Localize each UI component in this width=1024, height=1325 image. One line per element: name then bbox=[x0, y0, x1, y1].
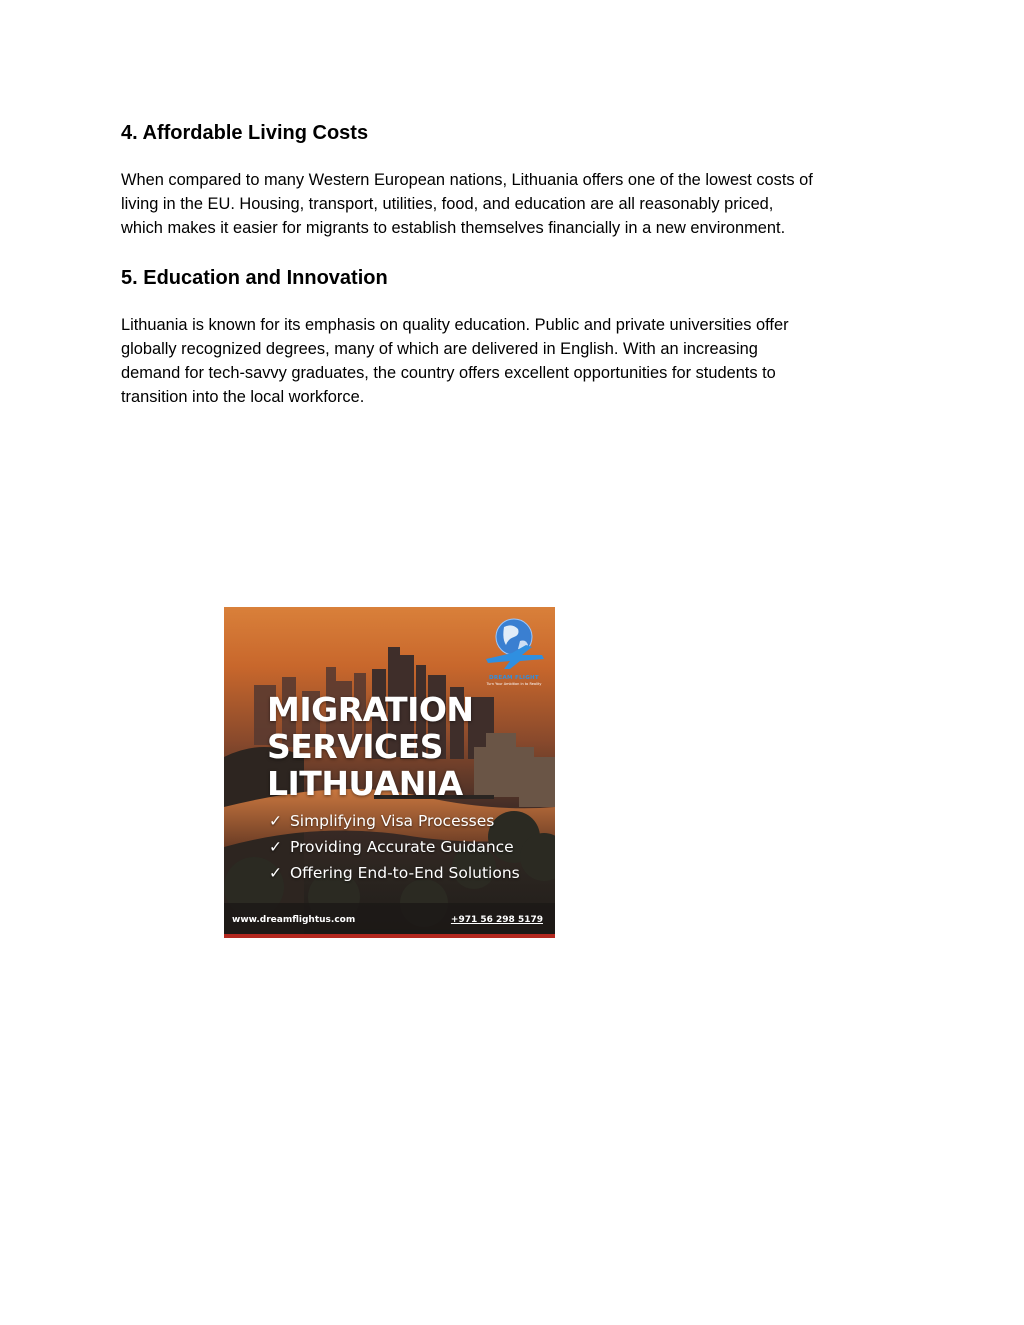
banner-bullet bbox=[269, 837, 514, 857]
check-icon: ✓ bbox=[269, 838, 282, 856]
banner-title-line: SERVICES bbox=[267, 727, 444, 766]
paragraph-line: When compared to many Western European nations, Lithuania offers one of the lowest costs of bbox=[121, 171, 813, 189]
logo-tagline: Turn Your Ambition in to Reality bbox=[486, 682, 542, 686]
section-heading-living-costs: 4. Affordable Living Costs bbox=[121, 122, 369, 144]
bullet-text: Offering End-to-End Solutions bbox=[289, 864, 520, 882]
bullet-text: Providing Accurate Guidance bbox=[289, 838, 514, 856]
paragraph-line: globally recognized degrees, many of which are delivered in English. With an increasing bbox=[121, 340, 758, 358]
globe-plane-icon bbox=[482, 615, 546, 675]
banner-website: www.dreamflightus.com bbox=[232, 915, 356, 925]
banner-title-line: MIGRATION bbox=[267, 690, 474, 729]
section-paragraph-education bbox=[121, 313, 911, 409]
check-icon: ✓ bbox=[269, 812, 282, 830]
section-heading-education: 5. Education and Innovation bbox=[121, 267, 388, 289]
paragraph-line: living in the EU. Housing, transport, utilities, food, and education are all reasonably priced, bbox=[121, 195, 774, 213]
banner-phone: +971 56 298 5179 bbox=[450, 915, 543, 925]
paragraph-line: transition into the local workforce. bbox=[121, 388, 365, 406]
paragraph-line: which makes it easier for migrants to establish themselves financially in a new environment. bbox=[121, 219, 786, 237]
bullet-text: Simplifying Visa Processes bbox=[289, 812, 495, 830]
logo-wordmark: DREAM FLIGHT bbox=[489, 675, 539, 681]
banner-bullet bbox=[269, 811, 494, 831]
banner-title-line: LITHUANIA bbox=[267, 764, 463, 803]
section-paragraph-living-costs bbox=[121, 168, 911, 240]
dream-flight-logo bbox=[482, 615, 546, 685]
banner-bullet bbox=[269, 863, 520, 883]
paragraph-line: demand for tech-savvy graduates, the country offers excellent opportunities for students to bbox=[121, 364, 776, 382]
paragraph-line: Lithuania is known for its emphasis on quality education. Public and private universities offer bbox=[121, 316, 789, 334]
banner-bottom-strip bbox=[224, 934, 555, 938]
check-icon: ✓ bbox=[269, 864, 282, 882]
migration-services-banner bbox=[224, 607, 555, 938]
